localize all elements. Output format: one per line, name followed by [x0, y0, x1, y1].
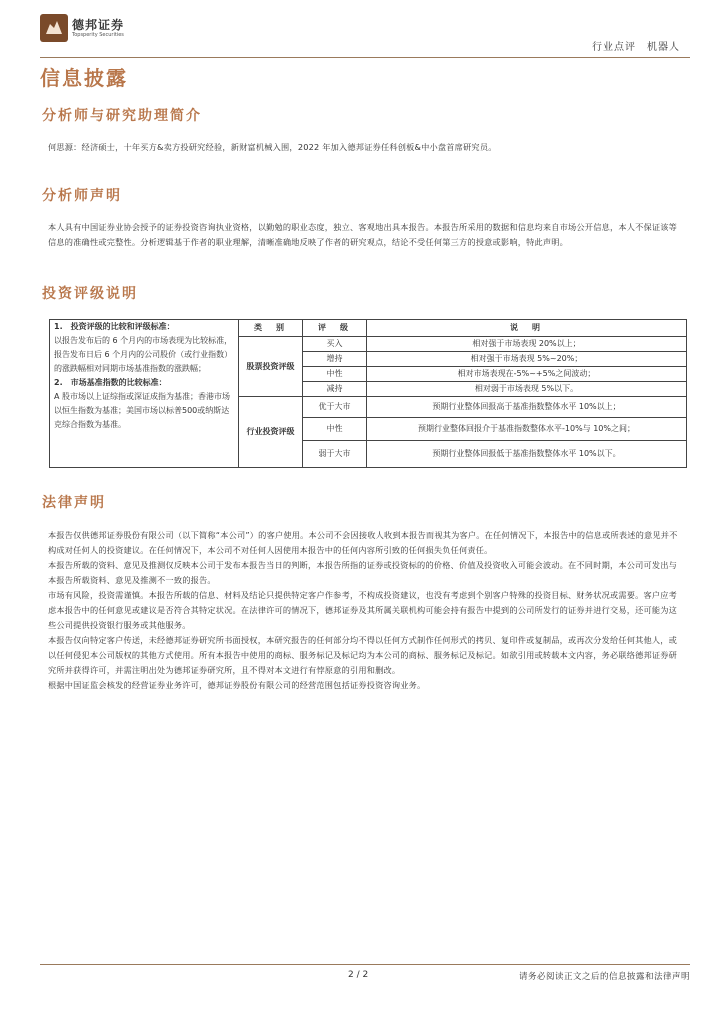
industry-rating-category: 行业投资评级: [239, 397, 303, 468]
header-divider: [40, 57, 690, 58]
section-heading-analyst-intro: 分析师与研究助理简介: [42, 108, 202, 124]
rating-table: [49, 319, 687, 468]
logo-text: 德邦证券: [72, 18, 125, 32]
legal-paragraph: 市场有风险，投资需谨慎。本报告所载的信息、材料及结论只提供特定客户作参考，不构成投资建议，也没有考虑到个别客户特殊的投资目标、财务状况或需要。客户应考虑本报告中的任何意见或建议是否符合其特定状况。在法律许可的情况下，德邦证券及其所属关联机构可能会持有报告中提到的公司所发行的证券并进行交易，还可能为这些公司提供投资银行服务或其他服务。: [48, 590, 678, 630]
col-header-category: 类 别: [239, 320, 303, 337]
section-heading-analyst-statement: 分析师声明: [42, 188, 122, 204]
rating-level: 优于大市: [303, 397, 367, 418]
page-number: 2 / 2: [348, 970, 369, 980]
legal-statement: [48, 528, 684, 693]
legal-paragraph: 本报告仅供德邦证券股份有限公司（以下简称“本公司”）的客户使用。本公司不会因接收人收到本报告而视其为客户。在任何情况下，本报告中的信息或所表述的意见并不构成对任何人的投资建议。在任何情况下，本公司不对任何人因使用本报告中的任何内容所引致的任何损失负任何责任。: [48, 530, 678, 555]
rating-table-header: [50, 320, 687, 337]
criteria-text-1: 以报告发布后的 6 个月内的市场表现为比较标准，报告发布日后 6 个月内的公司股价（或行业指数）的涨跌幅相对同期市场基准指数的涨跌幅；: [54, 336, 233, 373]
rating-level: 中性: [303, 367, 367, 382]
footer-note: 请务必阅读正文之后的信息披露和法律声明: [518, 972, 690, 982]
criteria-title-2: 2. 市场基准指数的比较标准：: [54, 378, 167, 387]
rating-desc: 预期行业整体回报介于基准指数整体水平-10%与 10%之间；: [367, 418, 687, 441]
rating-level: 弱于大市: [303, 441, 367, 468]
col-header-rating: 评 级: [303, 320, 367, 337]
rating-level: 增持: [303, 352, 367, 367]
page-title: 信息披露: [40, 66, 128, 90]
rating-desc: 相对市场表现在-5%~+5%之间波动；: [367, 367, 687, 382]
analyst-statement-text: 本人具有中国证券业协会授予的证券投资咨询执业资格，以勤勉的职业态度，独立、客观地出具本报告。本报告所采用的数据和信息均来自市场公开信息，本人不保证该等信息的准确性或完整性。分析逻辑基于作者的职业理解，清晰准确地反映了作者的研究观点，结论不受任何第三方的授意或影响，特此声明。: [48, 222, 678, 247]
stock-rating-category: 股票投资评级: [239, 337, 303, 397]
rating-level: 减持: [303, 382, 367, 397]
company-logo: [40, 12, 160, 46]
rating-desc: 相对强于市场表现 5%~20%；: [367, 352, 687, 367]
criteria-title-1: 1. 投资评级的比较和评级标准：: [54, 322, 175, 331]
rating-desc: 预期行业整体回报低于基准指数整体水平 10%以下。: [367, 441, 687, 468]
col-header-desc: 说 明: [367, 320, 687, 337]
logo-mark-icon: [40, 14, 68, 42]
rating-criteria-cell: [50, 320, 239, 468]
logo-subtext: Topsperity Securities: [72, 32, 124, 38]
section-heading-legal: 法律声明: [42, 495, 106, 511]
legal-paragraph: 本报告所载的资料、意见及推测仅反映本公司于发布本报告当日的判断，本报告所指的证券或投资标的的价格、价值及投资收入可能会波动。在不同时期，本公司可发出与本报告所载资料、意见及推测不一致的报告。: [48, 560, 678, 585]
rating-desc: 相对强于市场表现 20%以上；: [367, 337, 687, 352]
rating-level: 中性: [303, 418, 367, 441]
footer-divider: [40, 964, 690, 965]
criteria-text-2: A 股市场以上证综指或深证成指为基准；香港市场以恒生指数为基准；美国市场以标普500或纳斯达克综合指数为基准。: [54, 392, 231, 429]
legal-paragraph: 本报告仅向特定客户传送，未经德邦证券研究所书面授权，本研究报告的任何部分均不得以任何方式制作任何形式的拷贝、复印件或复制品，或再次分发给任何其他人，或以任何侵犯本公司版权的其他方式使用。所有本报告中使用的商标、服务标记及标记均为本公司的商标、服务标记及标记。如欲引用或转载本文内容，务必联络德邦证券研究所并获得许可，并需注明出处为德邦证券研究所，且不得对本文进行有悖原意的引用和删改。: [48, 635, 678, 675]
page-header: [40, 12, 690, 58]
legal-paragraph: 根据中国证监会核发的经营证券业务许可，德邦证券股份有限公司的经营范围包括证券投资咨询业务。: [48, 680, 426, 690]
analyst-intro-text: 何思源：经济硕士，十年买方&卖方投研究经验，新财富机械入围，2022 年加入德邦证券任科创板&中小盘首席研究员。: [48, 142, 497, 152]
report-category: 行业点评 机器人: [592, 42, 680, 53]
section-heading-rating: 投资评级说明: [42, 286, 138, 302]
rating-desc: 相对弱于市场表现 5%以下。: [367, 382, 687, 397]
rating-level: 买入: [303, 337, 367, 352]
rating-desc: 预期行业整体回报高于基准指数整体水平 10%以上；: [367, 397, 687, 418]
